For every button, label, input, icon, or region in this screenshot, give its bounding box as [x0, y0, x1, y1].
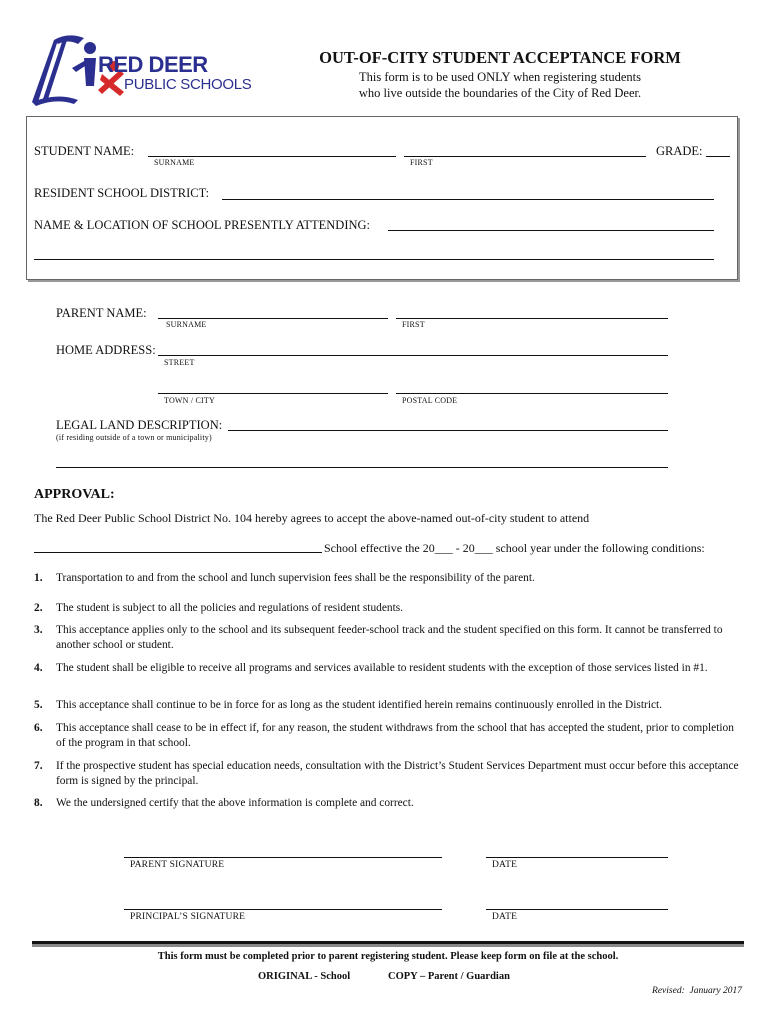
street-caption: STREET	[164, 358, 195, 367]
parent-date-field[interactable]	[486, 857, 668, 858]
condition-text: This acceptance applies only to the school and its subsequent feeder-school track and the student specified on this form. It cannot be transferred to another school or student.	[56, 624, 723, 651]
form-title: OUT-OF-CITY STUDENT ACCEPTANCE FORM	[319, 48, 681, 67]
resident-district-field[interactable]	[222, 199, 714, 200]
condition-number: 3.	[34, 624, 43, 636]
land-description-field[interactable]	[228, 430, 668, 431]
parent-surname-field[interactable]	[158, 318, 388, 319]
student-name-label: STUDENT NAME:	[34, 144, 135, 158]
condition-text: The student is subject to all the policies and regulations of resident students.	[56, 602, 404, 614]
town-caption: TOWN / CITY	[164, 396, 215, 405]
student-first-caption: FIRST	[410, 158, 433, 167]
parent-signature-label: PARENT SIGNATURE	[130, 860, 225, 870]
condition-number: 5.	[34, 699, 43, 711]
principal-date-field[interactable]	[486, 909, 668, 910]
land-description-note: (if residing outside of a town or municipality)	[56, 433, 212, 442]
postal-caption: POSTAL CODE	[402, 396, 458, 405]
footer-divider	[32, 941, 744, 944]
condition-text: This acceptance shall cease to be in effect if, for any reason, the student withdraws from the school that has accepted the student, prior to completion of the program in that school.	[56, 722, 734, 749]
condition-number: 6.	[34, 722, 43, 734]
footer-notice: This form must be completed prior to parent registering student. Please keep form on file at the school.	[157, 951, 619, 962]
approval-heading: APPROVAL:	[34, 487, 115, 502]
logo	[28, 30, 258, 110]
parent-first-caption: FIRST	[402, 320, 425, 329]
condition-number: 4.	[34, 662, 43, 674]
parent-date-label: DATE	[492, 860, 518, 870]
condition-text: Transportation to and from the school and lunch supervision fees shall be the responsibility of the parent.	[56, 572, 535, 584]
condition-number: 1.	[34, 572, 43, 584]
postal-field[interactable]	[396, 393, 668, 394]
footer-copy: COPY – Parent / Guardian	[388, 971, 510, 982]
condition-number: 8.	[34, 797, 43, 809]
approval-intro: The Red Deer Public School District No. 104 hereby agrees to accept the above-named out-of-city student to attend	[34, 511, 590, 525]
condition-number: 7.	[34, 760, 43, 772]
current-school-label: NAME & LOCATION OF SCHOOL PRESENTLY ATTENDING:	[34, 218, 371, 232]
footer-revised: Revised: January 2017	[652, 986, 742, 996]
form-subtitle-1: This form is to be used ONLY when registering students	[359, 70, 641, 84]
parent-signature-field[interactable]	[124, 857, 442, 858]
current-school-field-2[interactable]	[34, 259, 714, 260]
home-address-label: HOME ADDRESS:	[56, 343, 156, 357]
condition-text: This acceptance shall continue to be in force for as long as the student identified herein remains continuously enrolled in the District.	[56, 699, 663, 711]
logo-line1: RED DEER	[98, 52, 208, 77]
student-surname-caption: SURNAME	[154, 158, 195, 167]
footer-original: ORIGINAL - School	[258, 971, 351, 982]
parent-first-field[interactable]	[396, 318, 668, 319]
resident-district-label: RESIDENT SCHOOL DISTRICT:	[34, 186, 210, 200]
street-field[interactable]	[158, 355, 668, 356]
condition-text: If the prospective student has special education needs, consultation with the District’s Student Services Department must occur before this acceptance form is signed by the principal.	[56, 760, 739, 787]
condition-text: The student shall be eligible to receive all programs and services available to resident students with the exception of those services listed in #1.	[56, 662, 708, 674]
grade-label: GRADE:	[656, 144, 703, 158]
town-field[interactable]	[158, 393, 388, 394]
condition-number: 2.	[34, 602, 43, 614]
grade-field[interactable]	[706, 156, 730, 157]
land-description-field-2[interactable]	[56, 467, 668, 468]
condition-text: We the undersigned certify that the above information is complete and correct.	[56, 797, 414, 809]
land-description-label: LEGAL LAND DESCRIPTION:	[56, 418, 223, 432]
principal-date-label: DATE	[492, 912, 518, 922]
school-name-field[interactable]	[34, 552, 322, 553]
parent-name-label: PARENT NAME:	[56, 306, 147, 320]
principal-signature-field[interactable]	[124, 909, 442, 910]
student-first-field[interactable]	[404, 156, 646, 157]
student-surname-field[interactable]	[148, 156, 396, 157]
principal-signature-label: PRINCIPAL’S SIGNATURE	[130, 912, 246, 922]
parent-surname-caption: SURNAME	[166, 320, 207, 329]
logo-line2: PUBLIC SCHOOLS	[124, 76, 252, 93]
approval-effective: School effective the 20___ - 20___ school year under the following conditions:	[324, 541, 705, 555]
form-subtitle-2: who live outside the boundaries of the City of Red Deer.	[358, 86, 642, 100]
current-school-field[interactable]	[388, 230, 714, 231]
